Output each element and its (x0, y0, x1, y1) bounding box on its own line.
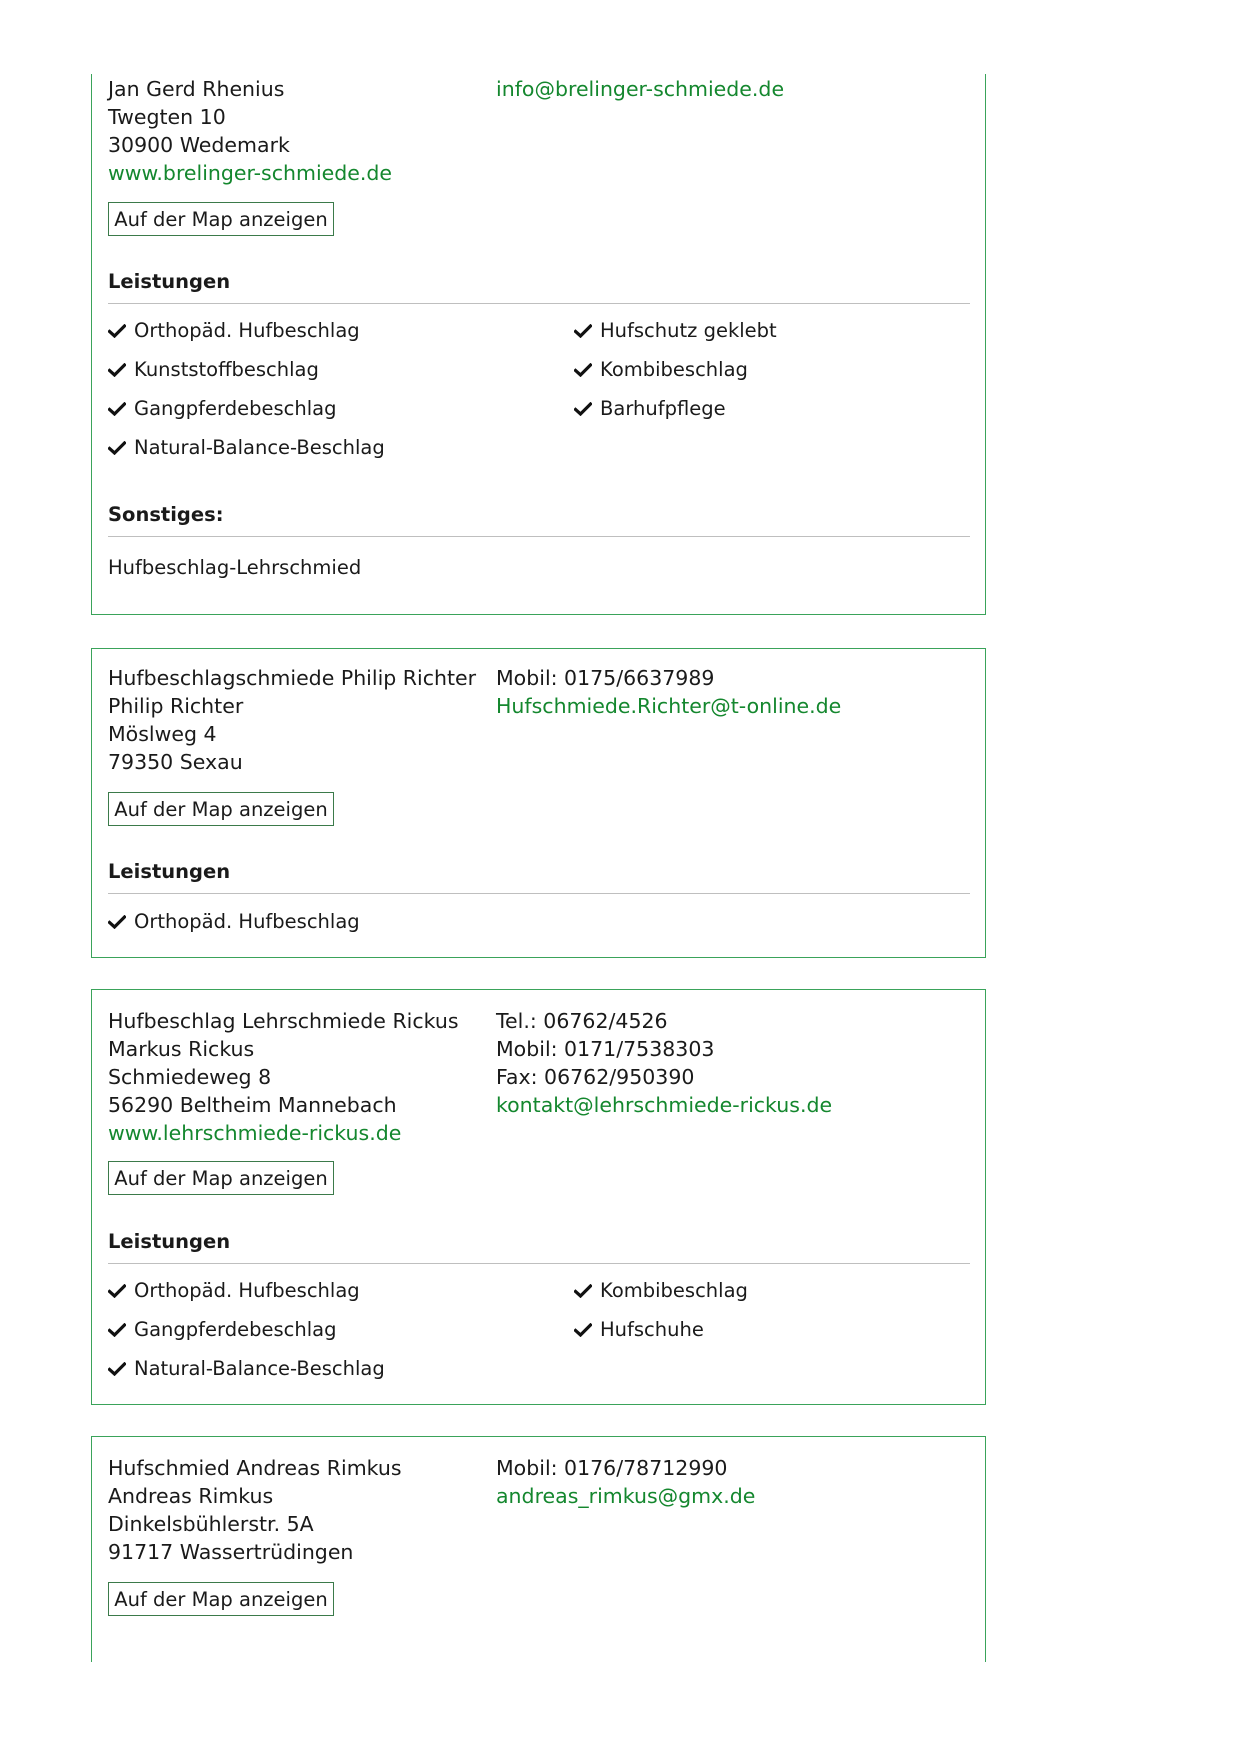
website-link[interactable]: www.lehrschmiede-rickus.de (108, 1121, 402, 1145)
address-line: 91717 Wassertrüdingen (108, 1540, 354, 1564)
email-link[interactable]: kontakt@lehrschmiede-rickus.de (496, 1093, 833, 1117)
checkmark-icon (574, 1323, 592, 1337)
address-line: 30900 Wedemark (108, 133, 290, 157)
address-line: Markus Rickus (108, 1037, 255, 1061)
contact-line: Fax: 06762/950390 (496, 1065, 695, 1089)
address-line: Philip Richter (108, 694, 244, 718)
service-item (574, 318, 777, 344)
service-label: Kombibeschlag (600, 1279, 748, 1302)
checkmark-icon (108, 441, 126, 455)
service-item (108, 396, 336, 422)
misc-text: Hufbeschlag-Lehrschmied (108, 556, 362, 579)
address-line: 79350 Sexau (108, 750, 243, 774)
service-item (574, 396, 726, 422)
service-label: Orthopäd. Hufbeschlag (134, 1279, 360, 1302)
service-item (108, 357, 319, 383)
service-label: Kunststoffbeschlag (134, 358, 319, 381)
provider-card-brelinger (91, 74, 986, 615)
service-label: Hufschuhe (600, 1318, 704, 1341)
address-line: 56290 Beltheim Mannebach (108, 1093, 397, 1117)
service-label: Natural-Balance-Beschlag (134, 436, 385, 459)
address-line: Jan Gerd Rhenius (108, 77, 285, 101)
divider (108, 893, 970, 894)
address-line: Twegten 10 (108, 105, 226, 129)
checkmark-icon (574, 1284, 592, 1298)
address-line: Hufschmied Andreas Rimkus (108, 1456, 402, 1480)
service-label: Gangpferdebeschlag (134, 1318, 337, 1341)
address-line: Möslweg 4 (108, 722, 217, 746)
checkmark-icon (574, 402, 592, 416)
service-item (108, 909, 360, 935)
provider-card-rimkus (91, 1436, 986, 1662)
service-item (108, 435, 385, 461)
contact-line: Mobil: 0171/7538303 (496, 1037, 715, 1061)
service-label: Hufschutz geklebt (600, 319, 777, 342)
address-line: Hufbeschlagschmiede Philip Richter (108, 666, 477, 690)
checkmark-icon (108, 1362, 126, 1376)
service-item (574, 1317, 704, 1343)
misc-heading: Sonstiges: (108, 503, 224, 526)
email-link[interactable]: Hufschmiede.Richter@t-online.de (496, 694, 842, 718)
checkmark-icon (108, 1323, 126, 1337)
divider (108, 303, 970, 304)
show-on-map-button[interactable]: Auf der Map anzeigen (108, 202, 334, 236)
show-on-map-button[interactable]: Auf der Map anzeigen (108, 1582, 334, 1616)
service-item (108, 1278, 360, 1304)
service-label: Orthopäd. Hufbeschlag (134, 910, 360, 933)
service-label: Barhufpflege (600, 397, 726, 420)
show-on-map-button[interactable]: Auf der Map anzeigen (108, 1161, 334, 1195)
service-label: Gangpferdebeschlag (134, 397, 337, 420)
contact-line: Mobil: 0175/6637989 (496, 666, 715, 690)
service-label: Natural-Balance-Beschlag (134, 1357, 385, 1380)
provider-card-rickus (91, 989, 986, 1405)
service-label: Orthopäd. Hufbeschlag (134, 319, 360, 342)
email-link[interactable]: andreas_rimkus@gmx.de (496, 1484, 756, 1508)
email-link[interactable]: info@brelinger-schmiede.de (496, 77, 785, 101)
show-on-map-button[interactable]: Auf der Map anzeigen (108, 792, 334, 826)
address-line: Dinkelsbühlerstr. 5A (108, 1512, 314, 1536)
contact-line: Tel.: 06762/4526 (496, 1009, 668, 1033)
service-item (574, 1278, 748, 1304)
contact-line: Mobil: 0176/78712990 (496, 1456, 728, 1480)
address-line: Andreas Rimkus (108, 1484, 274, 1508)
address-line: Hufbeschlag Lehrschmiede Rickus (108, 1009, 459, 1033)
divider (108, 536, 970, 537)
checkmark-icon (108, 915, 126, 929)
service-label: Kombibeschlag (600, 358, 748, 381)
provider-card-richter (91, 648, 986, 958)
services-heading: Leistungen (108, 270, 231, 293)
service-item (108, 1317, 336, 1343)
services-heading: Leistungen (108, 860, 231, 883)
checkmark-icon (108, 1284, 126, 1298)
address-line: Schmiedeweg 8 (108, 1065, 272, 1089)
checkmark-icon (108, 324, 126, 338)
checkmark-icon (574, 363, 592, 377)
service-item (574, 357, 748, 383)
service-item (108, 318, 360, 344)
checkmark-icon (574, 324, 592, 338)
website-link[interactable]: www.brelinger-schmiede.de (108, 161, 393, 185)
checkmark-icon (108, 402, 126, 416)
divider (108, 1263, 970, 1264)
services-heading: Leistungen (108, 1230, 231, 1253)
service-item (108, 1356, 385, 1382)
checkmark-icon (108, 363, 126, 377)
